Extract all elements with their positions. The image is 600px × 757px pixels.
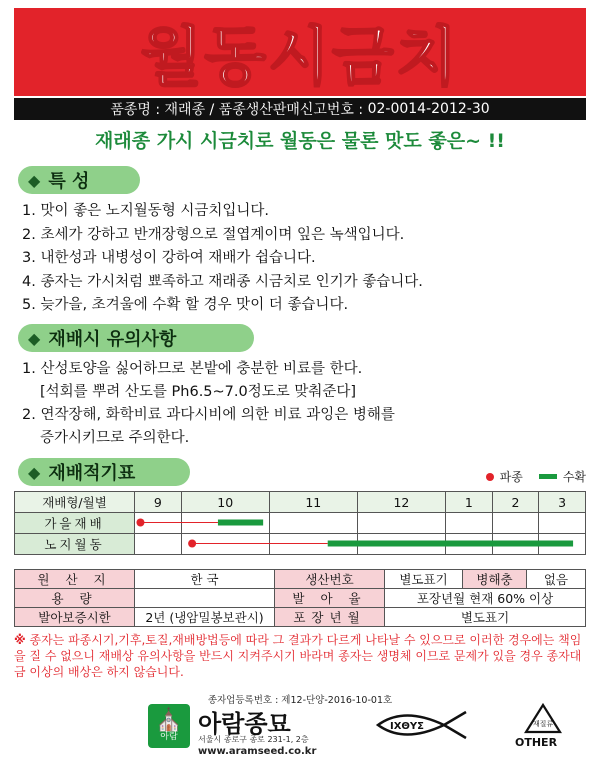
month-header: 3: [539, 492, 586, 513]
registration-label: 품종명 : 재래종 / 품종생산판매신고번호 :: [110, 102, 368, 118]
features-heading-label: 특 성: [48, 171, 90, 192]
cautions-heading: [18, 324, 254, 352]
month-header: 10: [181, 492, 269, 513]
product-info-table: [14, 569, 586, 627]
features-heading: [18, 166, 140, 194]
cautions-list: [22, 358, 395, 450]
cautions-heading-label: 재배시 유의사항: [48, 329, 177, 350]
serial-value: 별도표기: [385, 570, 463, 589]
diamond-icon: ◆: [28, 170, 41, 190]
title-banner: [14, 8, 586, 96]
legend-harvest-label: 수확: [562, 470, 586, 484]
diamond-icon: ◆: [28, 328, 41, 348]
ichthys-fish-icon: [374, 708, 470, 742]
feature-item: 3. 내한성과 내병성이 강하여 재배가 쉽습니다.: [22, 250, 316, 266]
month-header: 2: [492, 492, 539, 513]
logo-emblem-icon: ⛪: [155, 708, 183, 733]
origin-value: 한 국: [135, 570, 275, 589]
recycle-sub: 재질류: [532, 720, 554, 728]
schedule-heading: [18, 458, 190, 486]
slogan: 재래종 가시 시금치로 월동은 물론 맛도 좋은~ !!: [95, 130, 505, 152]
germination-value: 포장년월 현재 60% 이상: [385, 589, 586, 608]
packdate-value: 별도표기: [385, 608, 586, 627]
caution-item: 2. 연작장해, 화학비료 과다시비에 의한 비료 과잉은 병해를: [22, 407, 395, 423]
feature-item: 4. 종자는 가시처럼 뾰족하고 재래종 시금치로 인기가 좋습니다.: [22, 273, 423, 290]
quantity-value: [135, 589, 275, 608]
schedule-row: [15, 513, 586, 534]
germination-label: 발 아 율: [275, 589, 385, 608]
schedule-table: [14, 491, 586, 555]
caution-item-cont: 증가시키므로 주의한다.: [40, 430, 190, 446]
schedule-row: [15, 534, 586, 555]
feature-item: 1. 맛이 좋은 노지월동형 시금치입니다.: [22, 203, 269, 219]
schedule-header-label: 재배형/월별: [15, 492, 135, 513]
registration-number: 02-0014-2012-30: [367, 101, 490, 117]
schedule-legend: [486, 468, 586, 485]
quantity-label: 용 량: [15, 589, 135, 608]
recycle-label: OTHER: [515, 736, 558, 749]
ichthys-text: IXΘYΣ: [390, 721, 425, 732]
warranty-value: 2년 (냉암밀봉보관시): [135, 608, 275, 627]
website-text: www.aramseed.co.kr: [198, 746, 317, 757]
registration-bar: [14, 98, 586, 120]
legend-sow-label: 파종: [499, 470, 523, 484]
month-header: 9: [135, 492, 182, 513]
logo-label: 아람: [160, 732, 178, 742]
caution-note: [석회를 뿌려 산도를 Ph6.5~7.0정도로 맞춰준다]: [40, 384, 357, 400]
packdate-label: 포장년월: [275, 608, 385, 627]
company-name: 아람종묘: [198, 710, 291, 738]
disclaimer: [14, 632, 586, 680]
disease-value: 없음: [527, 570, 586, 589]
address-text: 서울시 종로구 종로 231-1, 2층: [198, 735, 309, 744]
warranty-label: 발아보증시한: [15, 608, 135, 627]
disease-label: 병해충: [463, 570, 527, 589]
company-address: [198, 734, 316, 757]
footer: [0, 702, 600, 757]
sow-dot-icon: [486, 473, 494, 481]
schedule-row-label: 노지월동: [15, 534, 135, 555]
origin-label: 원 산 지: [15, 570, 135, 589]
serial-label: 생산번호: [275, 570, 385, 589]
company-logo: [148, 704, 190, 748]
month-header: 11: [269, 492, 357, 513]
product-title: 월동시금치: [140, 21, 460, 95]
caution-item: 1. 산성토양을 싫어하므로 본밭에 충분한 비료를 한다.: [22, 361, 363, 377]
harvest-bar-icon: [539, 474, 557, 479]
month-header: 12: [357, 492, 445, 513]
notice-mark: ※: [14, 633, 26, 647]
features-list: [22, 200, 423, 318]
month-header: 1: [445, 492, 492, 513]
disclaimer-text: 종자는 파종시기,기후,토질,재배방법등에 따라 그 결과가 다르게 나타날 수 있으므로 이러한 경우에는 책임을 질 수 없으니 재배상 유의사항을 반드시 지켜주시기 바라며 종자는 생명체 이므로 문제가 있을 경우 종자대금 이상의 배상은 하지 않습니다.: [14, 633, 582, 679]
recycle-icon: [520, 702, 566, 736]
company-registration: 종자업등록번호 : 제12-단양-2016-10-01호: [207, 695, 393, 706]
feature-item: 5. 늦가을, 초겨울에 수확 할 경우 맛이 더 좋습니다.: [22, 297, 349, 313]
schedule-row-label: 가을재배: [15, 513, 135, 534]
schedule-header-row: [15, 492, 586, 513]
feature-item: 2. 초세가 강하고 반개장형으로 절엽계이며 잎은 녹색입니다.: [22, 226, 405, 243]
schedule-heading-label: 재배적기표: [48, 463, 136, 484]
diamond-icon: ◆: [28, 462, 41, 482]
